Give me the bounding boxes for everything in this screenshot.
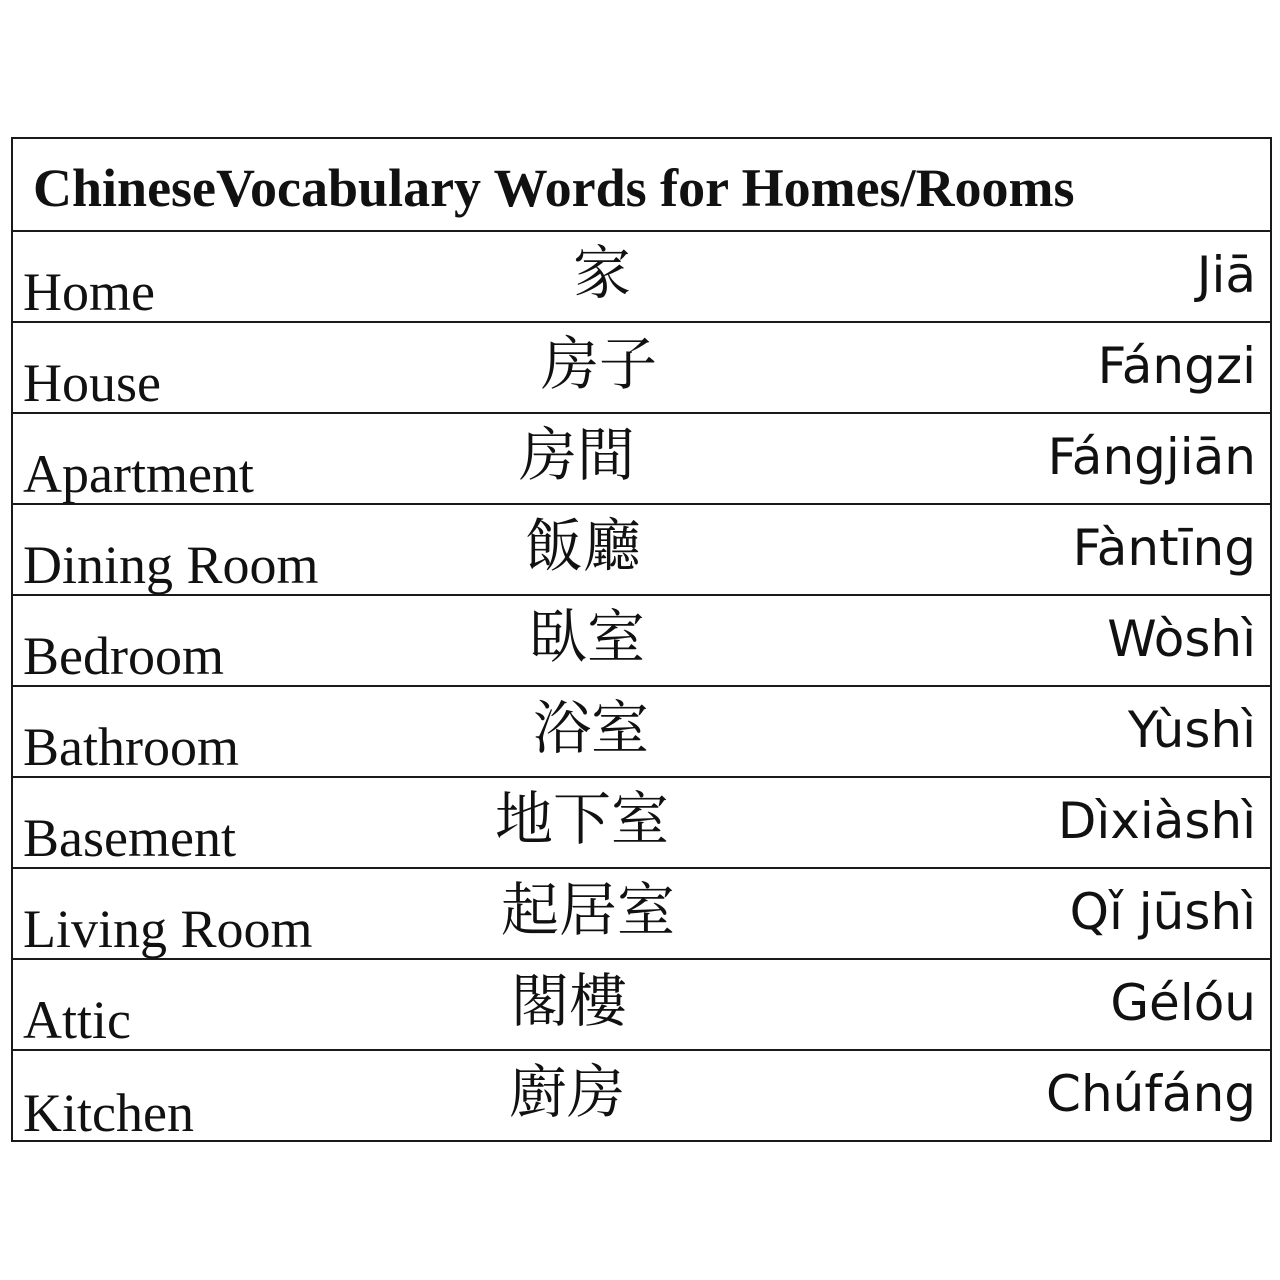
- english-word: Living Room: [23, 899, 313, 959]
- pinyin-word: Fángzi: [1097, 337, 1256, 395]
- table-row: [13, 505, 1270, 596]
- english-word: Basement: [23, 808, 236, 868]
- vocabulary-table: [11, 137, 1272, 1142]
- chinese-word: 廚房: [509, 1058, 626, 1126]
- chinese-word: 飯廳: [525, 512, 642, 580]
- pinyin-word: Jiā: [1196, 246, 1256, 304]
- chinese-word: 閣樓: [511, 967, 628, 1035]
- chinese-word: 房子: [541, 330, 658, 398]
- english-word: Attic: [23, 990, 131, 1050]
- table-row: [13, 1051, 1270, 1142]
- chinese-word: 房間: [519, 421, 636, 489]
- pinyin-word: Wòshì: [1107, 610, 1256, 668]
- pinyin-word: Dìxiàshì: [1057, 792, 1256, 850]
- table-row: [13, 596, 1270, 687]
- english-word: Bathroom: [23, 717, 239, 777]
- pinyin-word: Chúfáng: [1046, 1065, 1256, 1123]
- chinese-word: 浴室: [533, 694, 650, 762]
- english-word: Kitchen: [23, 1083, 194, 1143]
- chinese-word: 臥室: [529, 603, 646, 671]
- english-word: Home: [23, 262, 155, 322]
- table-row: [13, 687, 1270, 778]
- pinyin-word: Gélóu: [1110, 974, 1256, 1032]
- english-word: Bedroom: [23, 626, 224, 686]
- pinyin-word: Yùshì: [1127, 701, 1256, 759]
- pinyin-word: Fángjiān: [1047, 428, 1256, 486]
- english-word: House: [23, 353, 161, 413]
- table-row: [13, 778, 1270, 869]
- english-word: Apartment: [23, 444, 254, 504]
- chinese-word: 地下室: [495, 785, 670, 853]
- chinese-word: 起居室: [501, 876, 676, 944]
- table-row: [13, 323, 1270, 414]
- table-row: [13, 869, 1270, 960]
- table-row: [13, 232, 1270, 323]
- english-word: Dining Room: [23, 535, 319, 595]
- table-row: [13, 414, 1270, 505]
- chinese-word: 家: [573, 239, 632, 307]
- pinyin-word: Qǐ jūshì: [1069, 883, 1256, 941]
- pinyin-word: Fàntīng: [1072, 519, 1256, 577]
- title-row: [13, 139, 1270, 232]
- table-title: ChineseVocabulary Words for Homes/Rooms: [33, 158, 1075, 218]
- table-row: [13, 960, 1270, 1051]
